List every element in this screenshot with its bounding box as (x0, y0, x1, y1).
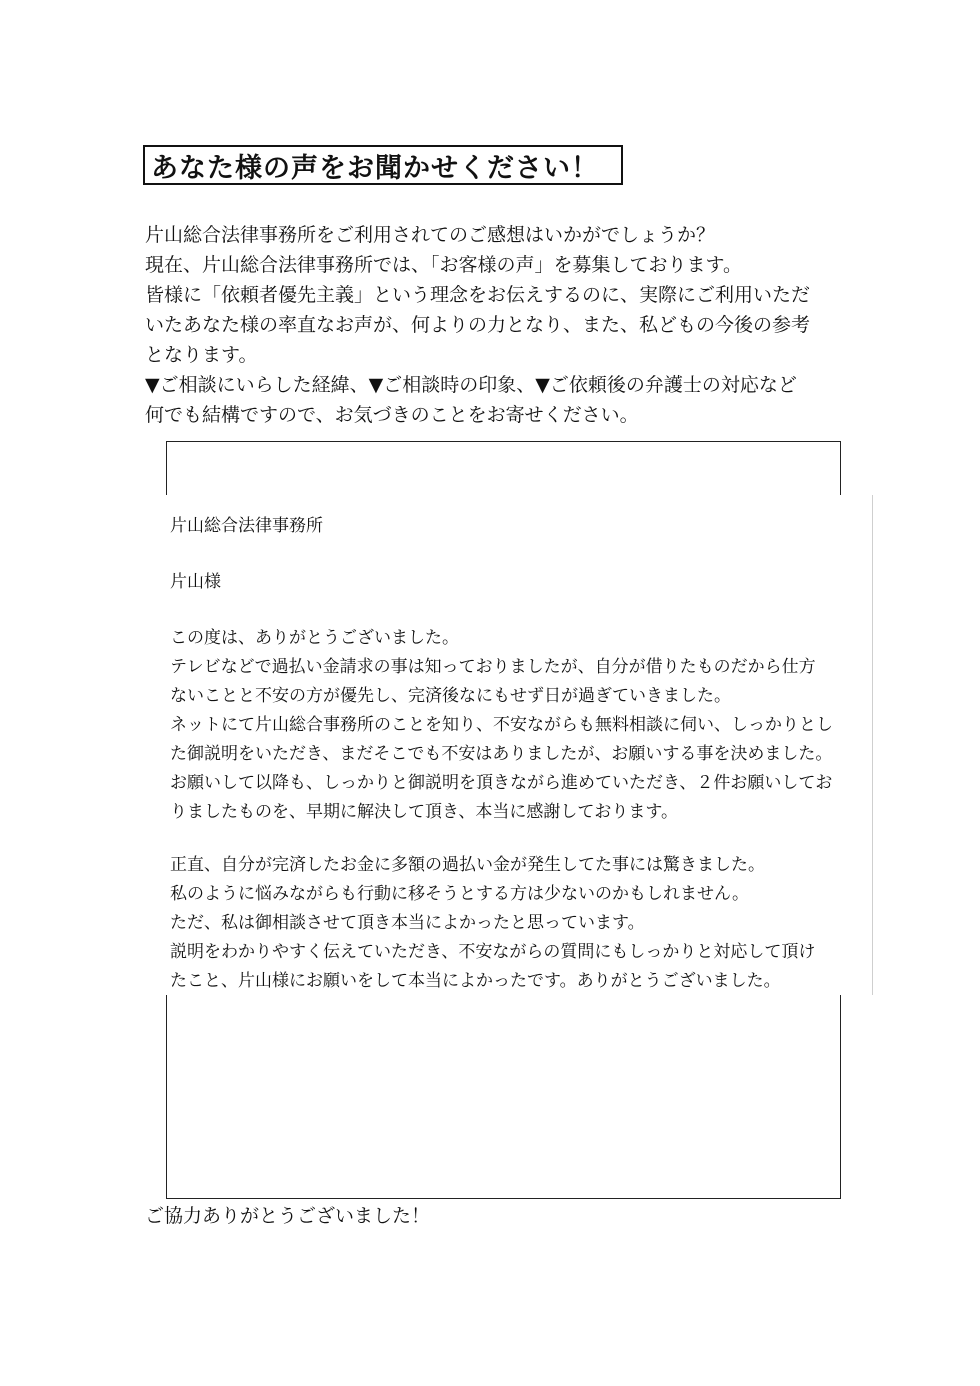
letter-addressee-name: 片山様 (170, 572, 221, 592)
letter-line: 私のように悩みながらも行動に移そうとする方は少ないのかもしれません。 (170, 884, 750, 904)
page-title: あなた様の声をお聞かせください！ (151, 152, 599, 184)
intro-line: 片山総合法律事務所をご利用されてのご感想はいかがでしょうか？ (145, 224, 716, 246)
letter-line: 正直、自分が完済したお金に多額の過払い金が発生してた事には驚きました。 (170, 855, 765, 875)
intro-line: 皆様に「依頼者優先主義」という理念をお伝えするのに、実際にご利用いただ (145, 284, 811, 306)
intro-line: いたあなた様の率直なお声が、何よりの力となり、また、私どもの今後の参考 (145, 314, 811, 336)
letter-addressee-office: 片山総合法律事務所 (170, 516, 323, 536)
intro-text (145, 220, 865, 430)
intro-line: となります。 (145, 344, 258, 366)
page-title-box (143, 145, 623, 185)
intro-line: 何でも結構ですので、お気づきのことをお寄せください。 (145, 404, 639, 426)
letter-line: た御説明をいただき、まだそこでも不安はありましたが、お願いする事を決めました。 (170, 744, 833, 764)
closing-thanks: ご協力ありがとうございました！ (145, 1205, 431, 1227)
letter-line: ただ、私は御相談させて頂き本当によかったと思っています。 (170, 913, 645, 933)
letter-line: 説明をわかりやすく伝えていただき、不安ながらの質問にもしっかりと対応して頂け (170, 942, 816, 962)
intro-line: 現在、片山総合法律事務所では、「お客様の声」を募集しております。 (145, 254, 742, 276)
letter-line: りましたものを、早期に解決して頂き、本当に感謝しております。 (170, 802, 678, 822)
letter-line: ないことと不安の方が優先し、完済後なにもせず日が過ぎていきました。 (170, 686, 731, 706)
letter-line: ネットにて片山総合事務所のことを知り、不安ながらも無料相談に伺い、しっかりとし (170, 715, 833, 735)
intro-line: ▼ご相談にいらした経緯、▼ご相談時の印象、▼ご依頼後の弁護士の対応など (145, 374, 797, 396)
letter-line: お願いして以降も、しっかりと御説明を頂きながら進めていただき、２件お願いしてお (170, 773, 833, 793)
letter-line: たこと、片山様にお願いをして本当によかったです。ありがとうございました。 (170, 971, 781, 991)
letter-line: この度は、ありがとうございました。 (170, 628, 459, 648)
customer-letter (170, 512, 870, 996)
letter-line: テレビなどで過払い金請求の事は知っておりましたが、自分が借りたものだから仕方 (170, 657, 816, 677)
